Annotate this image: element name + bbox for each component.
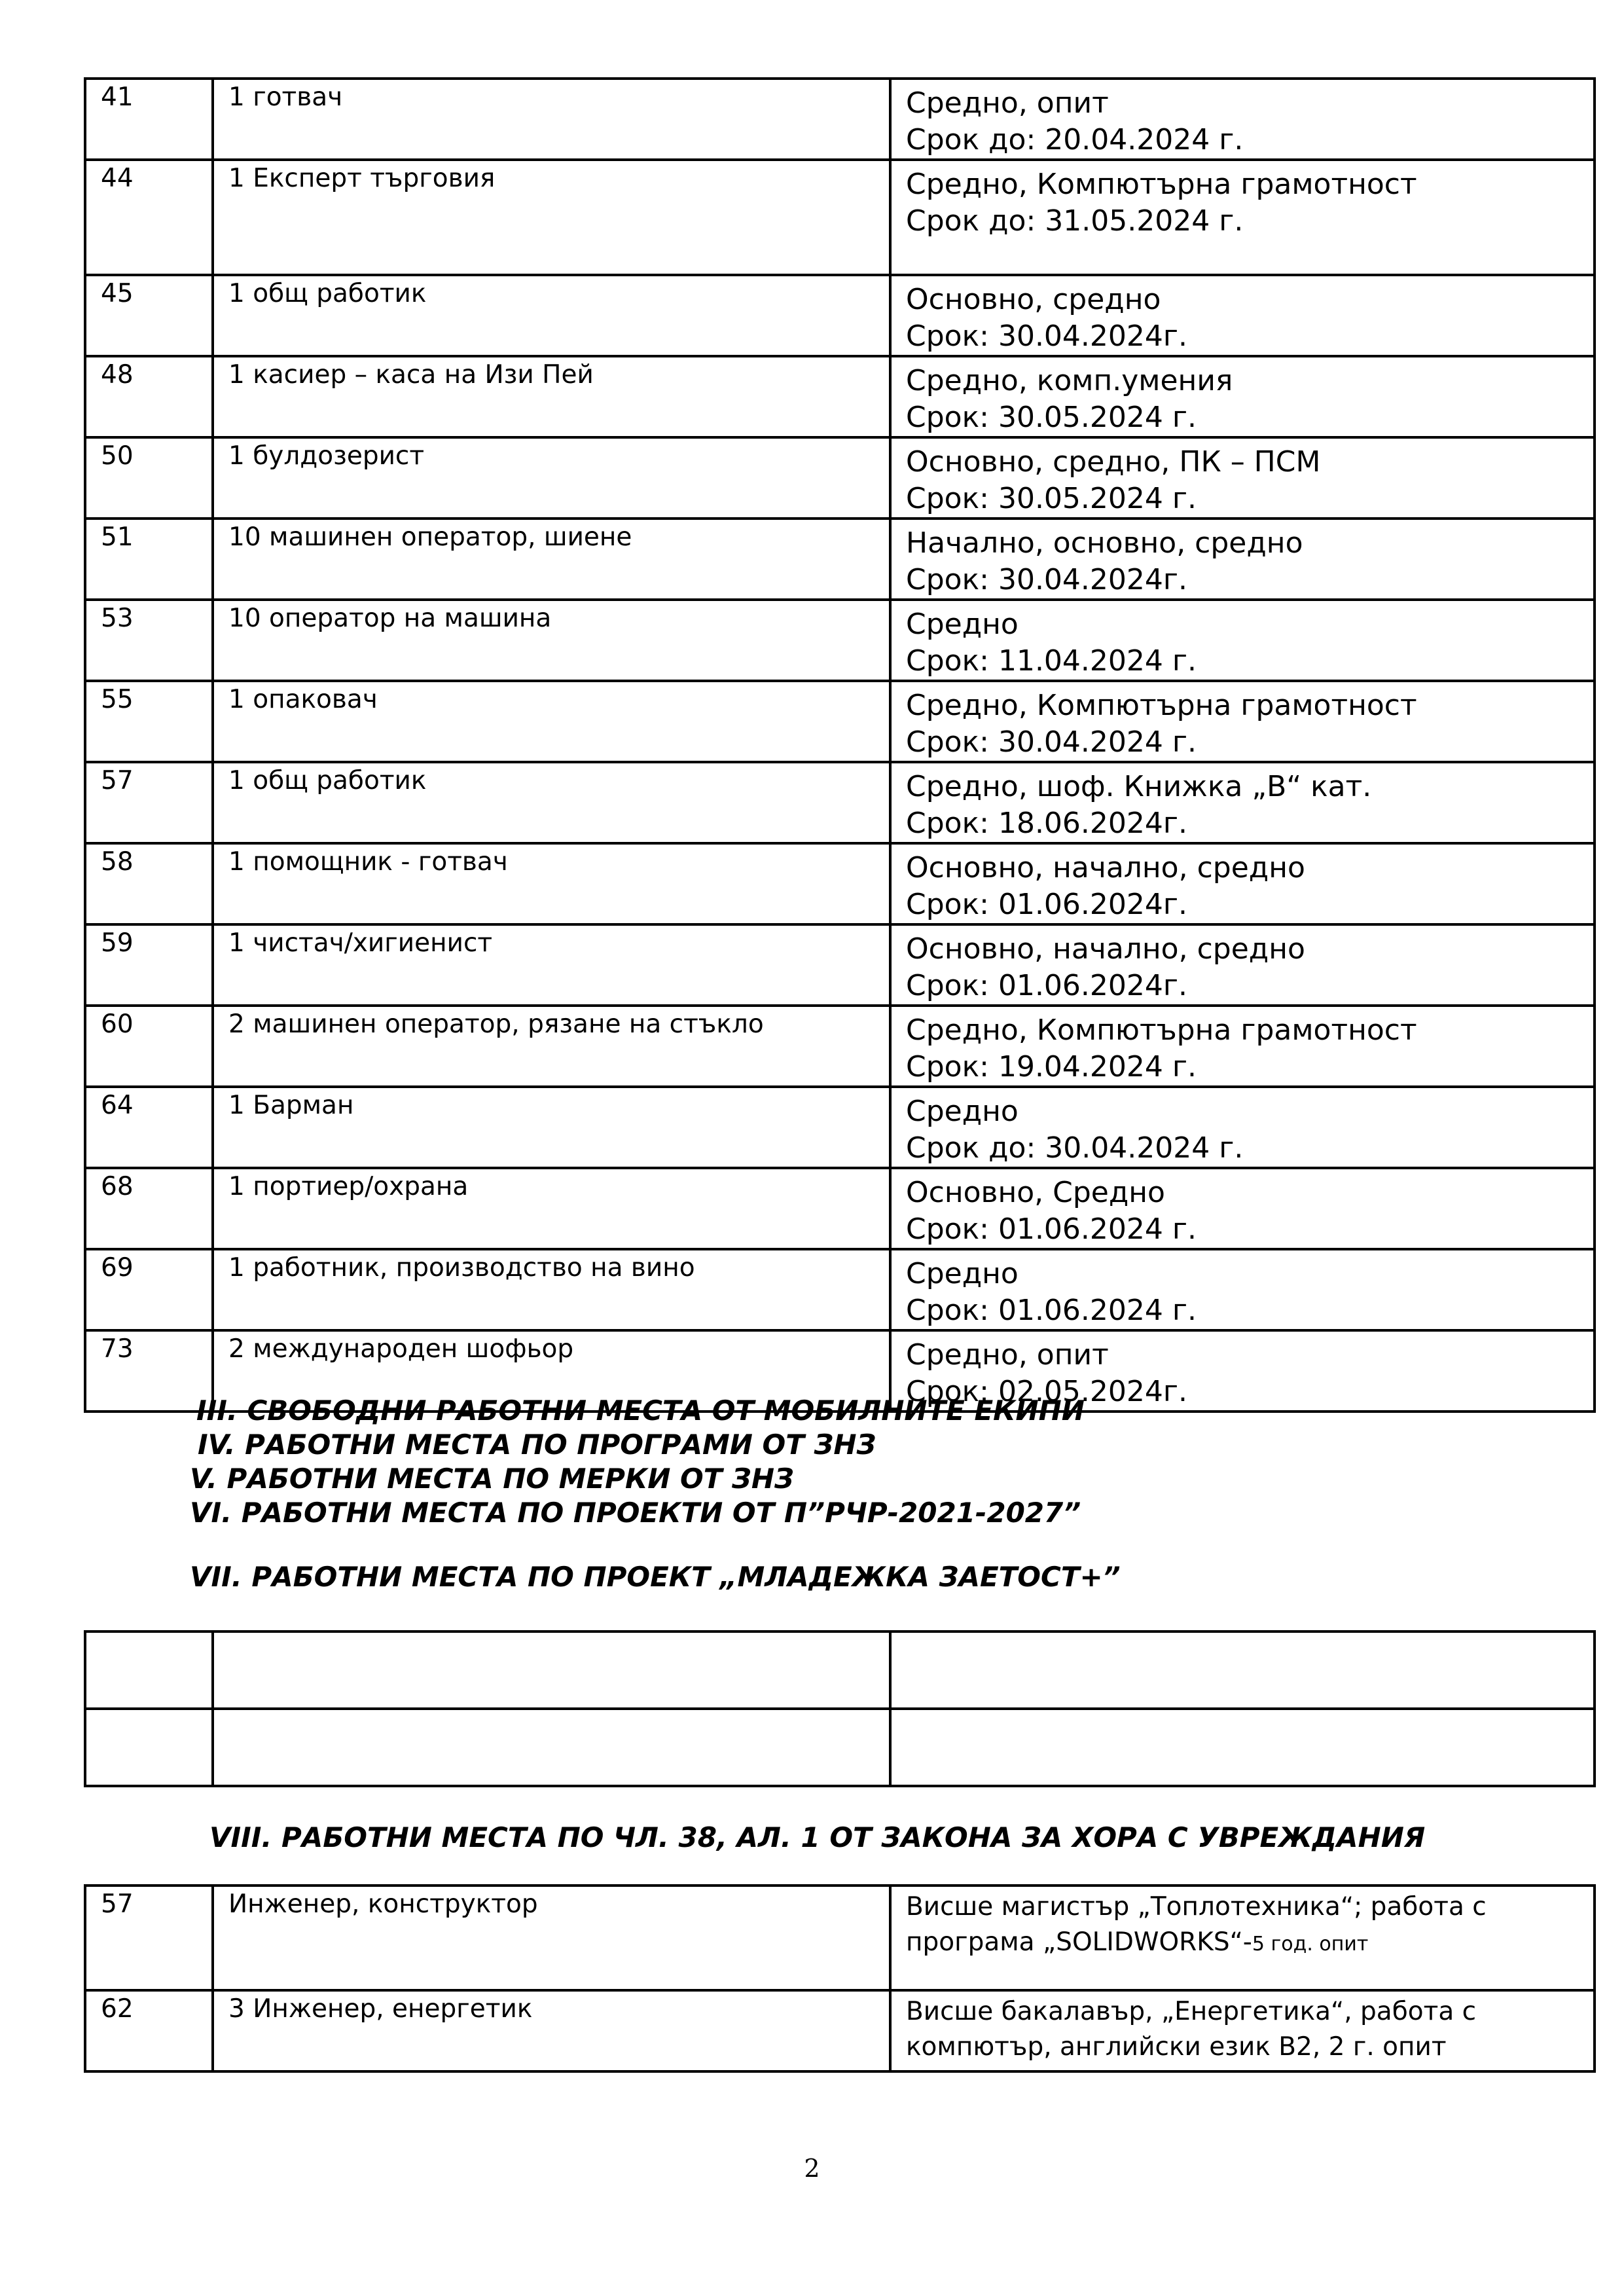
row-number: 48 [85,356,213,437]
heading-section-5: V. РАБОТНИ МЕСТА ПО МЕРКИ ОТ ЗНЗ [190,1463,794,1495]
education-requirement: Основно, начално, средно [906,851,1305,884]
position-cell: 3 Инженер, енергетик [213,1990,890,2071]
heading-section-7: VII. РАБОТНИ МЕСТА ПО ПРОЕКТ „МЛАДЕЖКА ЗАЕТОСТ+” [190,1561,1121,1593]
requirements-cell [890,681,1595,762]
deadline: Срок: 30.04.2024 г. [906,725,1197,759]
deadline: Срок: 02.05.2024г. [906,1375,1187,1408]
requirements-cell [890,924,1595,1006]
table-row [85,79,1595,160]
position-cell: 1 чистач/хигиенист [213,924,890,1006]
education-requirement: Основно, Средно [906,1176,1165,1209]
deadline: Срок: 01.06.2024г. [906,888,1187,921]
deadline: Срок до: 31.05.2024 г. [906,204,1244,238]
education-requirement: Средно [906,608,1019,641]
row-number: 41 [85,79,213,160]
position-cell: 2 международен шофьор [213,1330,890,1412]
requirement-line [906,1925,1593,1962]
position-cell: 1 портиер/охрана [213,1168,890,1249]
table-row [85,1709,1595,1786]
education-requirement: Начално, основно, средно [906,526,1303,560]
table-row [85,1886,1595,1990]
heading-section-3: III. СВОБОДНИ РАБОТНИ МЕСТА ОТ МОБИЛНИТЕ ЕКИПИ [196,1394,1085,1427]
table-row [85,600,1595,681]
deadline: Срок: 18.06.2024г. [906,807,1187,840]
position-cell: 1 опаковач [213,681,890,762]
row-number: 59 [85,924,213,1006]
position-cell: 10 машинен оператор, шиене [213,519,890,600]
row-number: 57 [85,762,213,843]
requirements-cell [890,762,1595,843]
deadline: Срок: 11.04.2024 г. [906,644,1197,678]
position-cell: 2 машинен оператор, рязане на стъкло [213,1006,890,1087]
education-requirement: Средно, Компютърна грамотност [906,689,1417,722]
education-requirement: Средно [906,1257,1019,1290]
requirements-cell [890,79,1595,160]
deadline: Срок до: 20.04.2024 г. [906,123,1244,156]
row-number: 51 [85,519,213,600]
requirements-cell [890,1087,1595,1168]
empty-cell [890,1631,1595,1709]
empty-cell [213,1631,890,1709]
table-row [85,1168,1595,1249]
table-row [85,1087,1595,1168]
vacancies-table [84,77,1596,1413]
requirement-small-text: 5 год. опит [1252,1933,1369,1956]
heading-section-8: VIII. РАБОТНИ МЕСТА ПО ЧЛ. 38, АЛ. 1 ОТ ЗАКОНА ЗА ХОРА С УВРЕЖДАНИЯ [209,1821,1426,1853]
row-number: 73 [85,1330,213,1412]
row-number: 45 [85,275,213,356]
table-row [85,437,1595,519]
requirements-cell [890,600,1595,681]
requirements-cell [890,437,1595,519]
position-cell: 1 касиер – каса на Изи Пей [213,356,890,437]
requirement-text: програма „SOLIDWORKS“- [906,1927,1252,1957]
education-requirement: Средно, Компютърна грамотност [906,168,1417,201]
table-row [85,924,1595,1006]
deadline: Срок: 30.04.2024г. [906,319,1187,353]
empty-cell [85,1631,213,1709]
requirement-line: компютър, английски език B2, 2 г. опит [906,2032,1447,2062]
requirements-cell [890,356,1595,437]
requirements-cell [890,843,1595,924]
education-requirement: Основно, средно [906,283,1161,316]
table-row [85,1990,1595,2071]
row-number: 68 [85,1168,213,1249]
row-number: 58 [85,843,213,924]
empty-cell [213,1709,890,1786]
position-cell: 1 работник, производство на вино [213,1249,890,1330]
deadline: Срок: 30.05.2024 г. [906,482,1197,515]
position-cell: Инженер, конструктор [213,1886,890,1990]
deadline: Срок: 01.06.2024 г. [906,1294,1197,1327]
heading-section-4: IV. РАБОТНИ МЕСТА ПО ПРОГРАМИ ОТ ЗНЗ [198,1429,876,1461]
requirements-cell [890,1249,1595,1330]
position-cell: 1 Барман [213,1087,890,1168]
table-row [85,1006,1595,1087]
deadline: Срок: 01.06.2024 г. [906,1212,1197,1246]
requirements-cell [890,160,1595,275]
education-requirement: Средно, опит [906,1338,1109,1372]
page-number: 2 [804,2154,820,2183]
requirements-cell [890,519,1595,600]
deadline: Срок до: 30.04.2024 г. [906,1131,1244,1165]
table-row [85,843,1595,924]
position-cell: 1 общ работик [213,762,890,843]
row-number: 57 [85,1886,213,1990]
row-number: 60 [85,1006,213,1087]
requirements-cell [890,1168,1595,1249]
education-requirement: Средно, шоф. Книжка „В“ кат. [906,770,1372,803]
table-row [85,1249,1595,1330]
table-row [85,681,1595,762]
empty-cell [890,1709,1595,1786]
position-cell: 1 готвач [213,79,890,160]
row-number: 64 [85,1087,213,1168]
position-cell: 1 Експерт търговия [213,160,890,275]
deadline: Срок: 30.05.2024 г. [906,401,1197,434]
requirements-cell [890,1886,1595,1990]
table-row [85,762,1595,843]
education-requirement: Средно, Компютърна грамотност [906,1013,1417,1047]
requirement-line: Висше бакалавър, „Енергетика“, работа с [906,1997,1477,2026]
deadline: Срок: 01.06.2024г. [906,969,1187,1002]
requirement-line: Висше магистър „Топлотехника“; работа с [906,1892,1487,1922]
empty-cell [85,1709,213,1786]
education-requirement: Основно, начално, средно [906,932,1305,966]
position-cell: 1 булдозерист [213,437,890,519]
deadline: Срок: 30.04.2024г. [906,563,1187,596]
row-number: 53 [85,600,213,681]
requirements-cell [890,1006,1595,1087]
row-number: 55 [85,681,213,762]
row-number: 50 [85,437,213,519]
table-row [85,160,1595,275]
position-cell: 10 оператор на машина [213,600,890,681]
position-cell: 1 помощник - готвач [213,843,890,924]
table-row [85,1631,1595,1709]
disability-law-table [84,1884,1596,2073]
deadline: Срок: 19.04.2024 г. [906,1050,1197,1084]
education-requirement: Средно, опит [906,86,1109,120]
row-number: 69 [85,1249,213,1330]
table-row [85,519,1595,600]
education-requirement: Средно [906,1095,1019,1128]
table-row [85,275,1595,356]
row-number: 44 [85,160,213,275]
requirements-cell [890,1990,1595,2071]
heading-section-6: VI. РАБОТНИ МЕСТА ПО ПРОЕКТИ ОТ П”РЧР-2021-2027” [190,1497,1081,1529]
table-row [85,356,1595,437]
youth-employment-table [84,1630,1596,1787]
education-requirement: Основно, средно, ПК – ПСМ [906,445,1321,479]
requirements-cell [890,275,1595,356]
position-cell: 1 общ работик [213,275,890,356]
education-requirement: Средно, комп.умения [906,364,1233,397]
row-number: 62 [85,1990,213,2071]
